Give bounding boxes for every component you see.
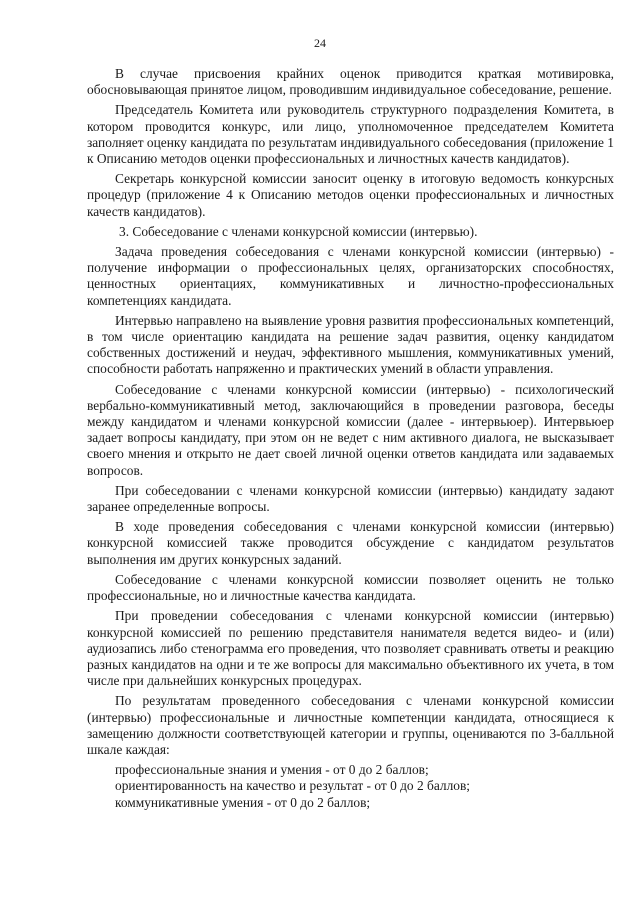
paragraph: По результатам проведенного собеседования с членами конкурсной комиссии (интервью) профессиональные и личностные компетенции кандидата, относящиеся к замещению должности соответствующей категории и группы, оцениваются по 3-балльной шкале каждая:	[87, 693, 614, 757]
paragraph: Собеседование с членами конкурсной комиссии (интервью) - психологический вербально-коммуникативный метод, заключающийся в проведении разговора, беседы между кандидатом и членами конкурсной комиссии (далее - интервьюер). Интервьюер задает вопросы кандидату, при этом он не ведет с ним активного диалога, не высказывает своего мнения и открыто не дает своей личной оценки ответов кандидата или задаваемых вопросов.	[87, 381, 614, 478]
list-item: коммуникативные умения - от 0 до 2 баллов;	[115, 794, 371, 810]
paragraph: Задача проведения собеседования с членами конкурсной комиссии (интервью) - получение информации о профессиональных целях, организаторских способностях, ценностных ориентациях, коммуникативных и личностно-профессиональных компетенциях кандидата.	[87, 244, 614, 308]
paragraph: В случае присвоения крайних оценок приводится краткая мотивировка, обосновывающая принятое лицом, проводившим индивидуальное собеседование, решение.	[87, 66, 614, 98]
document-body	[87, 66, 614, 811]
page-number: 24	[314, 36, 326, 50]
list-item: профессиональные знания и умения - от 0 до 2 баллов;	[115, 762, 429, 778]
paragraph: При собеседовании с членами конкурсной комиссии (интервью) кандидату задают заранее определенные вопросы.	[87, 482, 614, 515]
paragraph: Интервью направлено на выявление уровня развития профессиональных компетенций, в том числе ориентацию кандидата на решение задач развития, оценку кандидатом собственных достижений и неудач, эффективного мышления, коммуникативных умений, способности работать напряженно и практических умений в области управления.	[87, 312, 614, 377]
paragraph: Председатель Комитета или руководитель структурного подразделения Комитета, в котором проводится конкурс, или лицо, уполномоченное председателем Комитета заполняет оценку кандидата по результатам индивидуального собеседования (приложение 1 к Описанию методов оценки профессиональных и личностных качеств кандидатов).	[87, 102, 614, 167]
section-heading: 3. Собеседование с членами конкурсной комиссии (интервью).	[119, 223, 478, 239]
paragraph: Собеседование с членами конкурсной комиссии позволяет оценить не только профессиональные, но и личностные качества кандидата.	[87, 571, 614, 604]
paragraph: Секретарь конкурсной комиссии заносит оценку в итоговую ведомость конкурсных процедур (приложение 4 к Описанию методов оценки профессиональных и личностных качеств кандидатов).	[87, 171, 614, 219]
paragraph: При проведении собеседования с членами конкурсной комиссии (интервью) конкурсной комиссией по решению представителя нанимателя ведется видео- и (или) аудиозапись либо стенограмма его проведения, что позволяет сравнивать ответы и реакцию разных кандидатов на одни и те же вопросы для максимально объективного их учета, в том числе при дальнейших конкурсных процедурах.	[87, 608, 614, 689]
paragraph: В ходе проведения собеседования с членами конкурсной комиссии (интервью) конкурсной комиссией также проводится обсуждение с кандидатом результатов выполнения им других конкурсных заданий.	[87, 519, 614, 567]
list-item: ориентированность на качество и результат - от 0 до 2 баллов;	[115, 778, 470, 794]
